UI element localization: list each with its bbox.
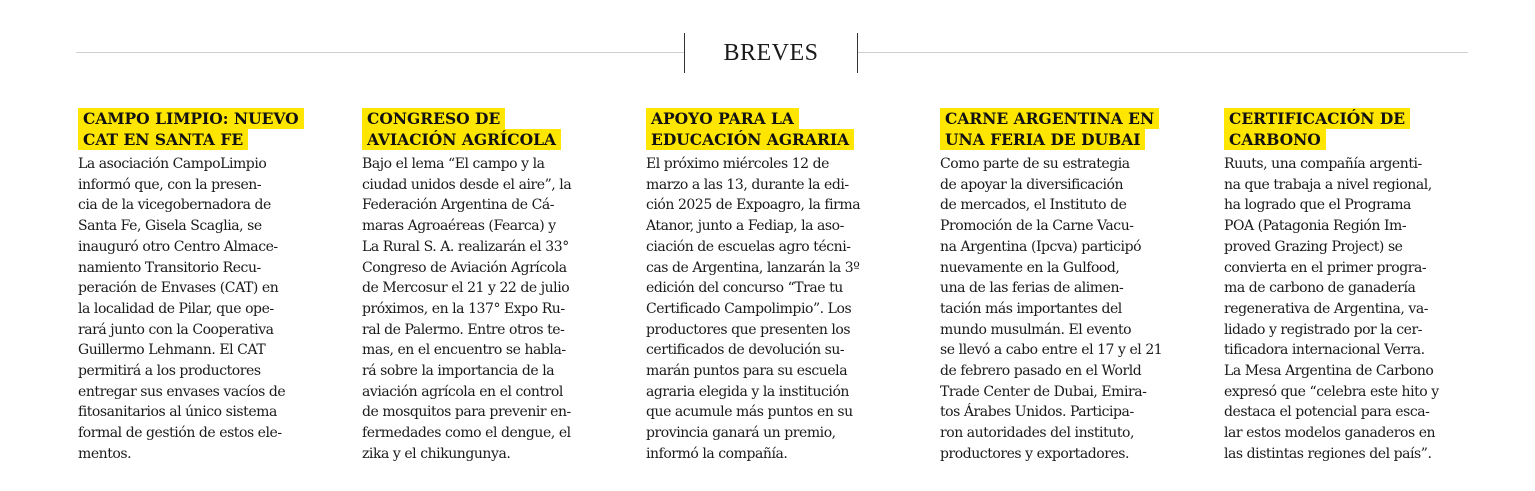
article-body xyxy=(362,154,590,465)
body-line: Certificado Campolimpio”. Los xyxy=(646,300,852,317)
body-line: tos Árabes Unidos. Participa- xyxy=(940,404,1134,421)
article-body xyxy=(940,154,1168,465)
body-line: La Mesa Argentina de Carbono xyxy=(1224,363,1434,380)
body-line: próximos, en la 137° Expo Ru- xyxy=(362,300,565,317)
body-line: se llevó a cabo entre el 17 y el 21 xyxy=(940,342,1163,359)
body-line: Federación Argentina de Cá- xyxy=(362,197,555,214)
article-headline xyxy=(646,108,874,150)
body-line: agraria elegida y la institución xyxy=(646,383,849,400)
body-line: ma de carbono de ganadería xyxy=(1224,280,1416,297)
body-line: La Rural S. A. realizarán el 33° xyxy=(362,238,569,255)
body-line: fitosanitarios al único sistema xyxy=(78,404,277,421)
body-line: informó la compañía. xyxy=(646,445,788,462)
body-line: La asociación CampoLimpio xyxy=(78,156,267,172)
body-line: zika y el chikungunya. xyxy=(362,445,511,462)
body-line: ral de Palermo. Entre otros te- xyxy=(362,321,565,338)
headline-text: CONGRESO DE AVIACIÓN AGRÍCOLA xyxy=(362,108,561,150)
body-line: regenerativa de Argentina, va- xyxy=(1224,300,1428,317)
body-line: lidado y registrado por la cer- xyxy=(1224,321,1422,338)
body-line: rá sobre la importancia de la xyxy=(362,363,555,380)
body-line: de apoyar la diversificación xyxy=(940,176,1124,193)
body-line: de Mercosur el 21 y 22 de julio xyxy=(362,280,570,297)
body-line: Atanor, junto a Fediap, la aso- xyxy=(646,218,844,235)
body-line: las distintas regiones del país”. xyxy=(1224,445,1432,462)
article-headline xyxy=(362,108,590,150)
body-line: expresó que “celebra este hito y xyxy=(1224,383,1439,400)
article-body xyxy=(78,154,306,465)
article-headline xyxy=(1224,108,1452,150)
body-line: la localidad de Pilar, que ope- xyxy=(78,300,274,317)
body-line: de febrero pasado en el World xyxy=(940,363,1142,380)
article-body xyxy=(1224,154,1452,465)
body-line: namiento Transitorio Recu- xyxy=(78,259,261,276)
body-line: na que trabaja a nivel regional, xyxy=(1224,176,1432,193)
body-line: productores que presenten los xyxy=(646,321,851,338)
brief-article xyxy=(1224,108,1452,465)
section-header xyxy=(684,33,858,73)
body-line: informó que, con la presen- xyxy=(78,176,262,193)
body-line: na Argentina (Ipcva) participó xyxy=(940,238,1142,255)
headline-text: CARNE ARGENTINA EN UNA FERIA DE DUBAI xyxy=(940,108,1159,150)
body-line: POA (Patagonia Región Im- xyxy=(1224,218,1407,235)
body-line: Bajo el lema “El campo y la xyxy=(362,156,545,172)
section-title: BREVES xyxy=(723,39,819,66)
body-line: marzo a las 13, durante la edi- xyxy=(646,176,849,193)
body-line: formal de gestión de estos ele- xyxy=(78,425,282,442)
body-line: Promoción de la Carne Vacu- xyxy=(940,218,1134,235)
article-headline xyxy=(78,108,306,150)
brief-article xyxy=(646,108,874,465)
body-line: cas de Argentina, lanzarán la 3º xyxy=(646,259,860,276)
body-line: de mosquitos para prevenir en- xyxy=(362,404,571,421)
body-line: ciación de escuelas agro técni- xyxy=(646,238,851,255)
body-line: permitirá a los productores xyxy=(78,363,261,380)
article-body xyxy=(646,154,874,465)
body-line: edición del concurso “Trae tu xyxy=(646,280,843,297)
body-line: certificados de devolución su- xyxy=(646,342,845,359)
body-line: Como parte de su estrategia xyxy=(940,156,1130,172)
body-line: convierta en el primer progra- xyxy=(1224,259,1427,276)
body-line: una de las ferias de alimen- xyxy=(940,280,1124,297)
body-line: aviación agrícola en el control xyxy=(362,383,563,400)
body-line: El próximo miércoles 12 de xyxy=(646,156,829,172)
brief-article xyxy=(362,108,590,465)
body-line: que acumule más puntos en su xyxy=(646,404,853,421)
body-line: peración de Envases (CAT) en xyxy=(78,280,279,297)
body-line: Ruuts, una compañía argenti- xyxy=(1224,156,1422,172)
body-line: nuevamente en la Gulfood, xyxy=(940,259,1120,276)
brief-article xyxy=(940,108,1168,465)
body-line: marán puntos para su escuela xyxy=(646,363,848,380)
body-line: ron autoridades del instituto, xyxy=(940,425,1134,442)
body-line: ciudad unidos desde el aire”, la xyxy=(362,176,572,193)
body-line: mundo musulmán. El evento xyxy=(940,321,1132,338)
body-line: Santa Fe, Gisela Scaglia, se xyxy=(78,218,262,235)
body-line: proved Grazing Project) se xyxy=(1224,238,1403,255)
body-line: tación más importantes del xyxy=(940,300,1122,317)
body-line: mas, en el encuentro se habla- xyxy=(362,342,566,359)
body-line: Congreso de Aviación Agrícola xyxy=(362,259,567,276)
brief-article xyxy=(78,108,306,465)
body-line: destaca el potencial para esca- xyxy=(1224,404,1430,421)
body-line: entregar sus envases vacíos de xyxy=(78,383,286,400)
body-line: provincia ganará un premio, xyxy=(646,425,836,442)
body-line: productores y exportadores. xyxy=(940,445,1130,462)
headline-text: CERTIFICACIÓN DE CARBONO xyxy=(1224,108,1410,150)
body-line: lar estos modelos ganaderos en xyxy=(1224,425,1436,442)
body-line: ha logrado que el Programa xyxy=(1224,197,1411,214)
body-line: rará junto con la Cooperativa xyxy=(78,321,274,338)
header-rule-right xyxy=(858,52,1468,53)
body-line: mentos. xyxy=(78,445,132,462)
body-line: Trade Center de Dubai, Emira- xyxy=(940,383,1147,400)
body-line: maras Agroaéreas (Fearca) y xyxy=(362,218,556,235)
body-line: Guillermo Lehmann. El CAT xyxy=(78,342,266,359)
headline-text: APOYO PARA LA EDUCACIÓN AGRARIA xyxy=(646,108,854,150)
body-line: de mercados, el Instituto de xyxy=(940,197,1127,214)
body-line: tificadora internacional Verra. xyxy=(1224,342,1425,359)
body-line: inauguró otro Centro Almace- xyxy=(78,238,278,255)
article-headline xyxy=(940,108,1168,150)
headline-text: CAMPO LIMPIO: NUEVO CAT EN SANTA FE xyxy=(78,108,304,150)
body-line: cia de la vicegobernadora de xyxy=(78,197,271,214)
header-rule-left xyxy=(76,52,684,53)
body-line: ción 2025 de Expoagro, la firma xyxy=(646,197,861,214)
body-line: fermedades como el dengue, el xyxy=(362,425,571,442)
